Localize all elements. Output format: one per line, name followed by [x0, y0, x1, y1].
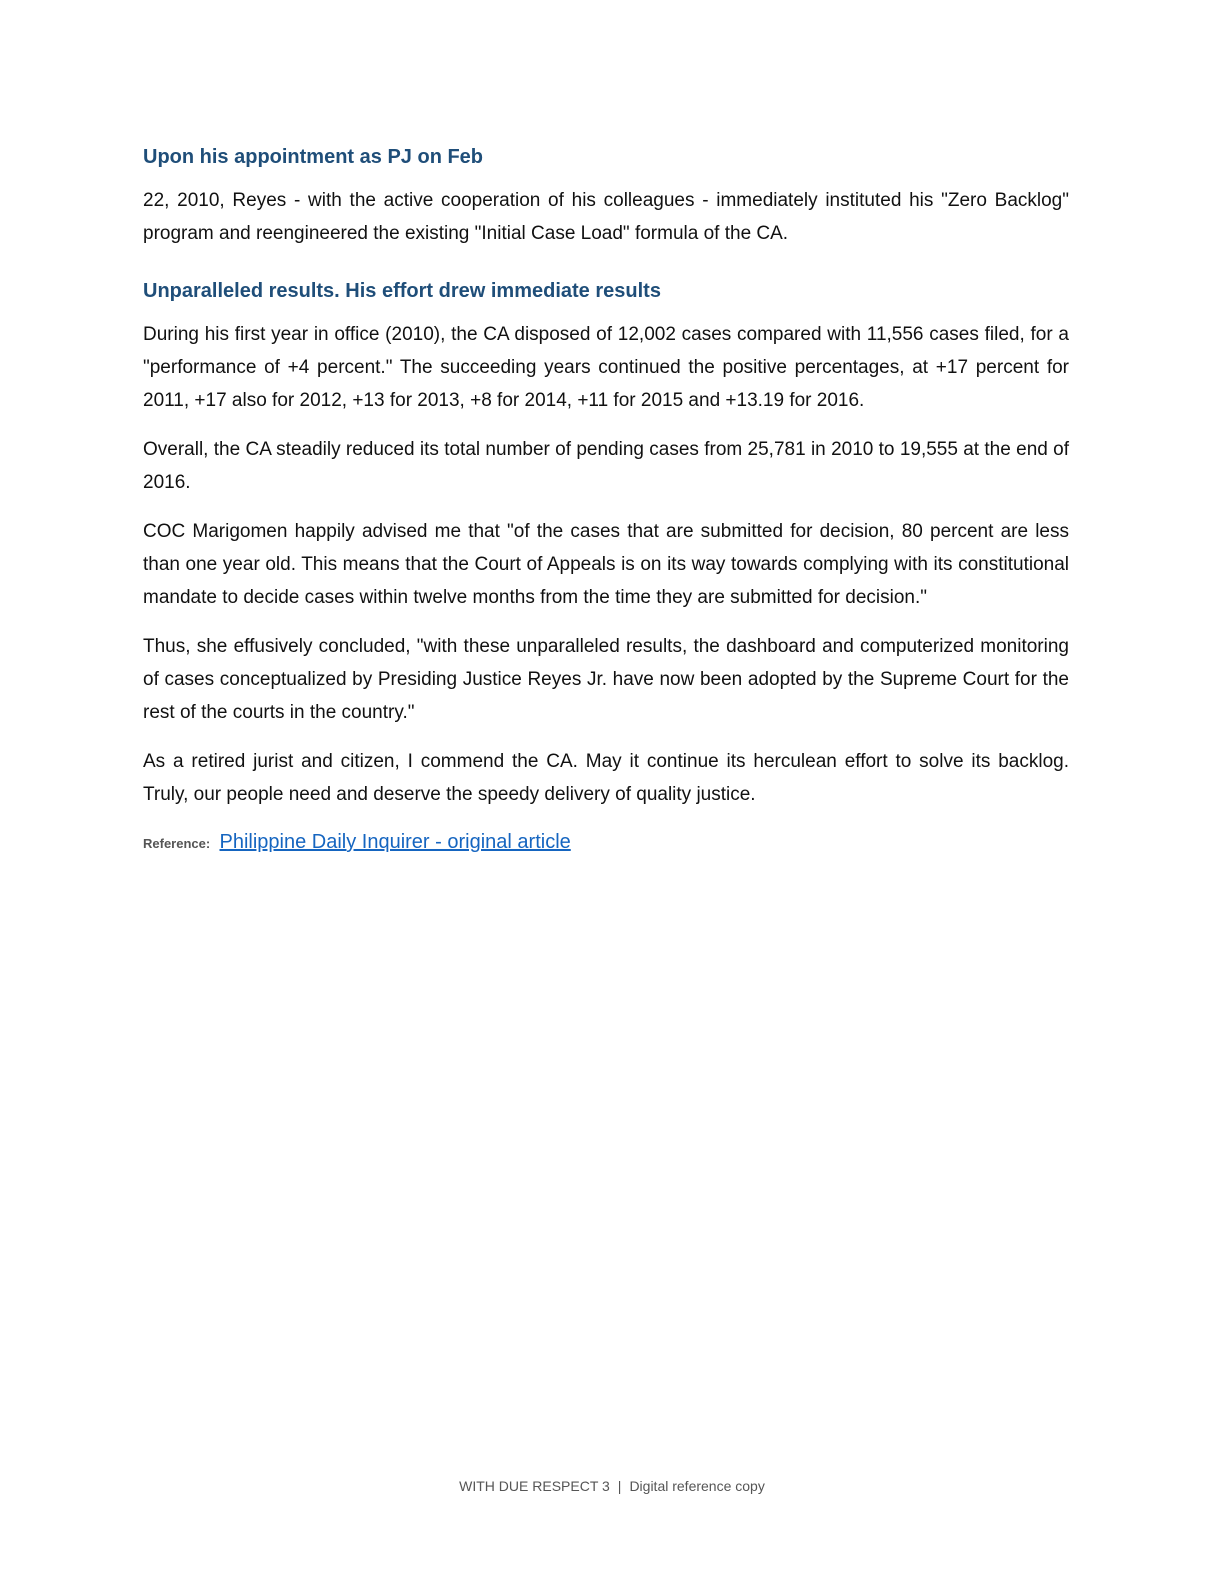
paragraph-conclusion: Thus, she effusively concluded, "with these unparalleled results, the dashboard and computerized monitoring of cases conceptualized by Presiding Justice Reyes Jr. have now been adopted by the Supreme Court for the rest of the courts in the country." [143, 636, 1069, 723]
reference-label: Reference: [143, 836, 211, 851]
paragraph-zero-backlog: 22, 2010, Reyes - with the active cooperation of his colleagues - immediately instituted his "Zero Backlog" program and reengineered the existing "Initial Case Load" formula of the CA. [143, 190, 1069, 244]
section-heading-appointment: Upon his appointment as PJ on Feb [143, 146, 484, 168]
footer-separator: | [617, 1478, 622, 1494]
paragraph-first-year: During his first year in office (2010), the CA disposed of 12,002 cases compared with 11,556 cases filed, for a "performance of +4 percent." The succeeding years continued the positive percentages, at +17 percent for 2011, +17 also for 2012, +13 for 2013, +8 for 2014, +11 for 2015 and +13.19 for 2016. [143, 324, 1069, 411]
paragraph-coc-advice: COC Marigomen happily advised me that "of the cases that are submitted for decision, 80 percent are less than one year old. This means that the Court of Appeals is on its way towards complying with its constitutional mandate to decide cases within twelve months from the time they are submitted for decision." [143, 521, 1069, 608]
document-page [143, 140, 1069, 859]
paragraph-pending-cases: Overall, the CA steadily reduced its total number of pending cases from 25,781 in 2010 to 19,555 at the end of 2016. [143, 439, 1069, 493]
reference-link[interactable]: Philippine Daily Inquirer - original article [219, 831, 571, 853]
footer-note: Digital reference copy [629, 1478, 765, 1494]
section-heading-results: Unparalleled results. His effort drew immediate results [143, 280, 661, 302]
reference-line [143, 827, 1069, 859]
page-footer [0, 1478, 1224, 1494]
paragraph-commendation: As a retired jurist and citizen, I commend the CA. May it continue its herculean effort to solve its backlog. Truly, our people need and deserve the speedy delivery of quality justice. [143, 751, 1069, 805]
footer-title: WITH DUE RESPECT 3 [459, 1478, 610, 1494]
